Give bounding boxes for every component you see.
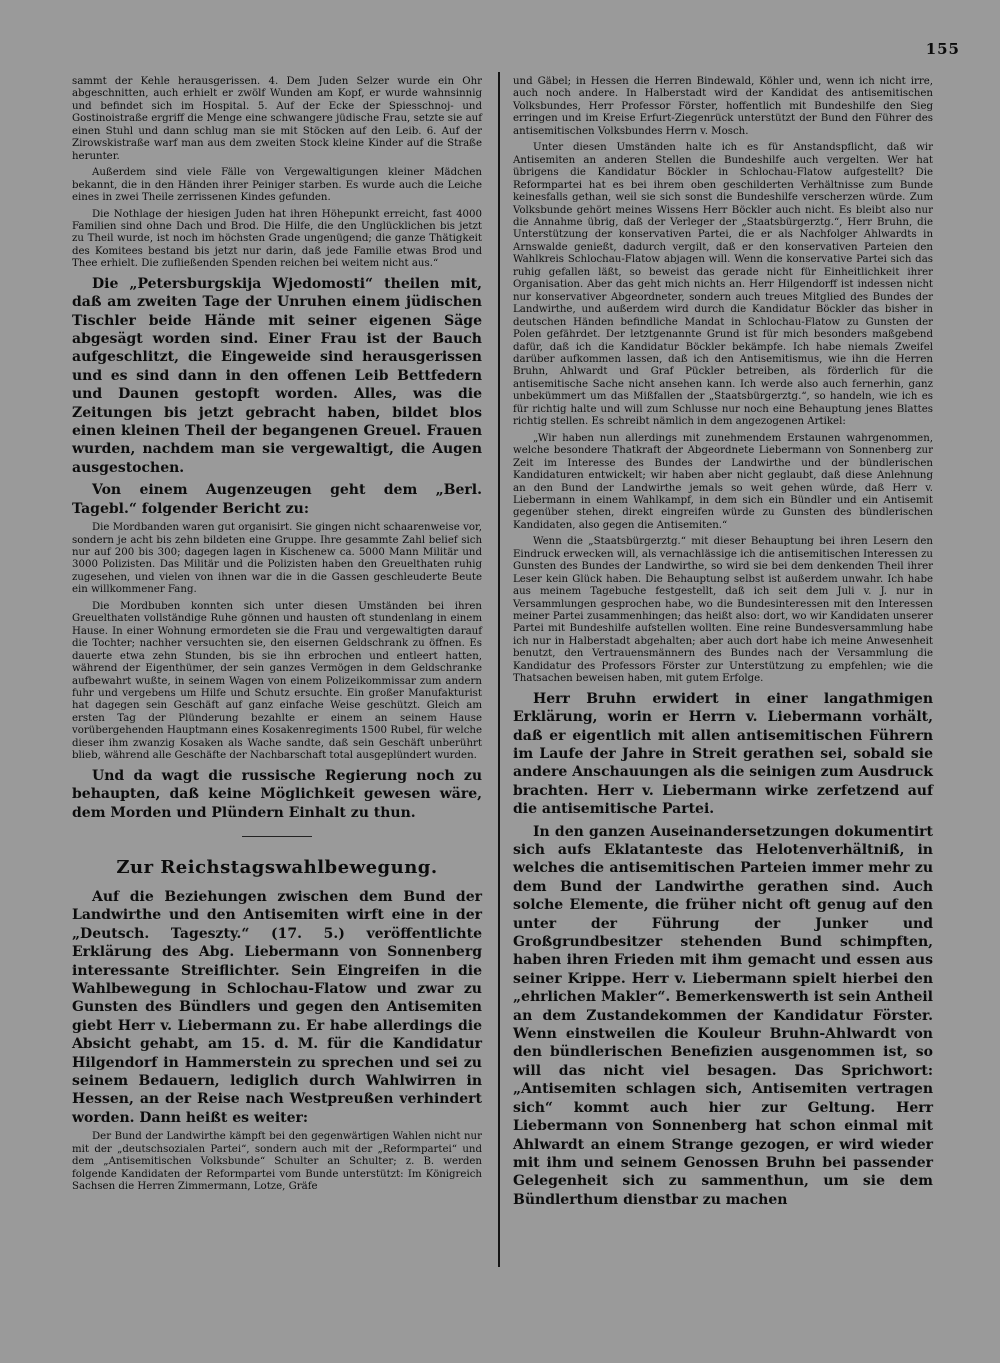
column-divider	[498, 72, 500, 1267]
paragraph: Die Mordbuben konnten sich unter diesen Umständen bei ihren Greuelthaten vollständige Ruhe gönnen und hausten oft stundenlang in einem Hause. In einer Wohnung ermordeten sie die Frau und vergewaltigten darauf die Tochter; nachher versuchten sie, den eisernen Geldschrank zu öffnen. Es dauerte etwa zehn Stunden, bis sie ihn erbrochen und entleert hatten, während der Eigenthümer, der sein ganzes Vermögen in dem Geldschranke aufbewahrt wußte, in seinem Wagen von einem Polizeikommissar zum andern fuhr und vergebens um Hilfe und Schutz ersuchte. Ein großer Manufakturist hat dagegen sein Geschäft auf ganz einfache Weise geschützt. Gleich am ersten Tag der Plünderung bezahlte er einem an seinem Hause vorübergehenden Hauptmann eines Kosakenregiments 1500 Rubel, für welche dieser ihm zwanzig Kosaken als Wache sandte, daß sein Geschäft unberührt blieb, während alle Geschäfte der Nachbarschaft total ausgeplündert wurden.	[72, 600, 482, 762]
paragraph: Herr Bruhn erwidert in einer langathmigen Erklärung, worin er Herrn v. Liebermann vorhält, daß er eigentlich mit allen antisemitischen Führern im Laufe der Jahre in Streit gerathen sei, sobald sie andere Anschauungen als die seinigen zum Ausdruck brachten. Herr v. Liebermann wirke zerfetzend auf die antisemitische Partei.	[513, 690, 933, 818]
separator	[242, 836, 312, 837]
paragraph: Von einem Augenzeugen geht dem „Berl. Tagebl.“ folgender Bericht zu:	[72, 482, 482, 517]
paragraph: Außerdem sind viele Fälle von Vergewaltigungen kleiner Mädchen bekannt, die in den Händen ihrer Peiniger starben. Es wurde auch die Leiche eines in zwei Theile zerrissenen Kindes gefunden.	[72, 167, 482, 204]
paragraph: sammt der Kehle herausgerissen. 4. Dem Juden Selzer wurde ein Ohr abgeschnitten, auch erhielt er zwölf Wunden am Kopf, er wurde wahnsinnig und befindet sich im Hospital. 5. Auf der Ecke der Spiesschnoj- und Gostinoistraße ergriff die Menge eine schwangere jüdische Frau, setzte sie auf einen Stuhl und dann schlug man sie mit Stöcken auf den Leib. 6. Auf der Zirowskistraße warf man aus dem zweiten Stock kleine Kinder auf die Straße herunter.	[72, 76, 482, 162]
paragraph: Und da wagt die russische Regierung noch zu behaupten, daß keine Möglichkeit gewesen wäre, dem Morden und Plündern Einhalt zu thun.	[72, 767, 482, 821]
paragraph: Unter diesen Umständen halte ich es für Anstandspflicht, daß wir Antisemiten an anderen Stellen die Bundeshilfe auch vergelten. Wer hat übrigens die Kandidatur Böckler in Schlochau-Flatow aufgestellt? Die Reformpartei hat es bei ihrem oben geschilderten Verhältnisse zum Bunde keinesfalls gethan, weil sie sich sonst die Bundeshilfe verscherzen würde. Zum Volksbunde gehört meines Wissens Herr Böckler auch nicht. Es bleibt also nur die Annahme übrig, daß der Verleger der „Staatsbürgerztg.“, Herr Bruhn, die Unterstützung der konservativen Partei, die er als Nachfolger Ahlwardts in Arnswalde genießt, dadurch vergilt, daß er den konservativen Parteien den Wahlkreis Schlochau-Flatow abjagen will. Wenn die konservative Partei sich das ruhig gefallen läßt, so beweist das gerade nicht für Einheitlichkeit ihrer Organisation. Aber das geht mich nichts an. Herr Hilgendorff ist indessen nicht nur konservativer Abgeordneter, sondern auch treues Mitglied des Bundes der Landwirthe, und außerdem wird durch die Kandidatur Böckler das bisher in deutschen Händen befindliche Mandat in Schlochau-Flatow zu Gunsten der Polen gefährdet. Der letztgenannte Grund ist für mich besonders maßgebend dafür, daß ich die Kandidatur Böckler bekämpfe. Ich habe niemals Zweifel darüber aufkommen lassen, daß ich den Antisemitismus, wie ihn die Herren Bruhn, Ahlwardt und Graf Pückler betreiben, als förderlich für die antisemitische Sache nicht ansehen kann. Ich werde also auch fernerhin, ganz unbekümmert um das Mißfallen der „Staatsbürgerztg.“, so handeln, wie ich es für richtig halte und will zum Schlusse nur noch eine Behauptung jenes Blattes richtig stellen. Es schreibt nämlich in dem angezogenen Artikel:	[513, 142, 933, 428]
paragraph: Die Mordbanden waren gut organisirt. Sie gingen nicht schaarenweise vor, sondern je acht bis zehn bildeten eine Gruppe. Ihre gesammte Zahl belief sich nur auf 200 bis 300; dagegen lagen in Kischenew ca. 5000 Mann Militär und 3000 Polizisten. Das Militär und die Polizisten haben den Greuelthaten ruhig zugesehen, und vielen von ihnen war die in die Gassen geschleuderte Beute ein willkommener Fang.	[72, 522, 482, 596]
paragraph: Die „Petersburgskija Wjedomosti“ theilen mit, daß am zweiten Tage der Unruhen einem jüdischen Tischler beide Hände mit seiner eigenen Säge abgesägt worden sind. Einer Frau ist der Bauch aufgeschlitzt, die Eingeweide sind herausgerissen und es sind dann in den offenen Leib Bettfedern und Daunen gestopft worden. Alles, was die Zeitungen bis jetzt gebracht haben, bildet blos einen kleinen Theil der begangenen Greuel. Frauen wurden, nachdem man sie vergewaltigt, die Augen ausgestochen.	[72, 275, 482, 476]
section-heading: Zur Reichstagswahlbewegung.	[116, 856, 438, 878]
paragraph: Auf die Beziehungen zwischen dem Bund der Landwirthe und den Antisemiten wirft eine in der „Deutsch. Tageszty.“ (17. 5.) veröffentlichte Erklärung des Abg. Liebermann von Sonnenberg interessante Streiflichter. Sein Eingreifen in die Wahlbewegung in Schlochau-Flatow und zwar zu Gunsten des Bündlers und gegen den Antisemiten giebt Herr v. Liebermann zu. Er habe allerdings die Absicht gehabt, am 15. d. M. für die Kandidatur Hilgendorf in Hammerstein zu sprechen und sei zu seinem Bedauern, lediglich durch Wahlwirren in Hessen, an der Reise nach Westpreußen verhindert worden. Dann heißt es weiter:	[72, 888, 482, 1126]
paragraph: und Gäbel; in Hessen die Herren Bindewald, Köhler und, wenn ich nicht irre, auch noch andere. In Halberstadt wird der Kandidat des antisemitischen Volksbundes, Herr Professor Förster, hoffentlich mit Bundeshilfe den Sieg erringen und im Kreise Erfurt-Ziegenrück unterstützt der Bund den Führer des antisemitischen Volksbundes Herrn v. Mosch.	[513, 76, 933, 137]
quoted-paragraph: „Wir haben nun allerdings mit zunehmendem Erstaunen wahrgenommen, welche besondere Thatkraft der Abgeordnete Liebermann von Sonnenberg zur Zeit im Interesse des Bundes der Landwirthe und der bündlerischen Kandidaturen entwickelt; wir haben aber nicht geglaubt, daß diese Anlehnung an den Bund der Landwirthe jemals so weit gehen würde, daß Herr v. Liebermann in einem Wahlkampf, in dem sich ein Bündler und ein Antisemit gegenüber stehen, direkt eingreifen würde zu Gunsten des bündlerischen Kandidaten, also gegen die Antisemiten.“	[513, 432, 933, 531]
paragraph: Die Nothlage der hiesigen Juden hat ihren Höhepunkt erreicht, fast 4000 Familien sind ohne Dach und Brod. Die Hilfe, die den Unglücklichen bis jetzt zu Theil wurde, ist noch im höchsten Grade ungenügend; die ganze Thätigkeit des Komitees bestand bis jetzt nur darin, daß jede Familie etwas Brod und Thee erhielt. Die zufließenden Spenden reichen bei weitem nicht aus.“	[72, 208, 482, 270]
page-number: 155	[925, 40, 960, 58]
paragraph: In den ganzen Auseinandersetzungen dokumentirt sich aufs Eklatanteste das Helotenverhältniß, in welches die antisemitischen Parteien immer mehr zu dem Bund der Landwirthe gerathen sind. Auch solche Elemente, die früher nicht oft genug auf den unter der Führung der Junker und Großgrundbesitzer stehenden Bund schimpften, haben ihren Frieden mit ihm gemacht und essen aus seiner Krippe. Herr v. Liebermann spielt hierbei den „ehrlichen Makler“. Bemerkenswerth ist sein Antheil an dem Zustandekommen der Kandidatur Förster. Wenn einstweilen die Kouleur Bruhn-Ahlwardt von den bündlerischen Benefizien ausgenommen ist, so will das nicht viel besagen. Das Sprichwort: „Antisemiten schlagen sich, Antisemiten vertragen sich“ kommt auch hier zur Geltung. Herr Liebermann von Sonnenberg hat schon einmal mit Ahlwardt an einem Strange gezogen, er wird wieder mit ihm und seinem Genossen Bruhn bei passender Gelegenheit sich zu sammenthun, um sie dem Bündlerthum dienstbar zu machen	[513, 823, 933, 1208]
right-column	[513, 76, 933, 1209]
paragraph: Wenn die „Staatsbürgerztg.“ mit dieser Behauptung bei ihren Lesern den Eindruck erwecken will, als vernachlässige ich die antisemitischen Interessen zu Gunsten des Bundes der Landwirthe, so wird sie bei dem denkenden Theil ihrer Leser kein Glück haben. Die Behauptung selbst ist außerdem unwahr. Ich habe aus meinem Tagebuche festgestellt, daß ich seit dem Juli v. J. nur in Versammlungen gesprochen habe, wo die Bundesinteressen mit den Interessen meiner Partei zusammenhingen; das heißt also: dort, wo wir Kandidaten unserer Partei mit Bundeshilfe aufstellen wollten. Eine reine Bundesversammlung habe ich nur in Halberstadt abgehalten; aber auch dort habe ich meine Anwesenheit benutzt, den Vertrauensmännern des Bundes nach der Versammlung die Kandidatur des Professors Förster zur Unterstützung zu empfehlen; wie die Thatsachen beweisen haben, mit gutem Erfolge.	[513, 536, 933, 685]
paragraph: Der Bund der Landwirthe kämpft bei den gegenwärtigen Wahlen nicht nur mit der „deutschsozialen Partei“, sondern auch mit der „Reformpartei“ und dem „Antisemitischen Volksbunde“ Schulter an Schulter; z. B. werden folgende Kandidaten der Reformpartei vom Bunde unterstützt: Im Königreich Sachsen die Herren Zimmermann, Lotze, Gräfe	[72, 1131, 482, 1192]
left-column	[72, 76, 482, 1193]
